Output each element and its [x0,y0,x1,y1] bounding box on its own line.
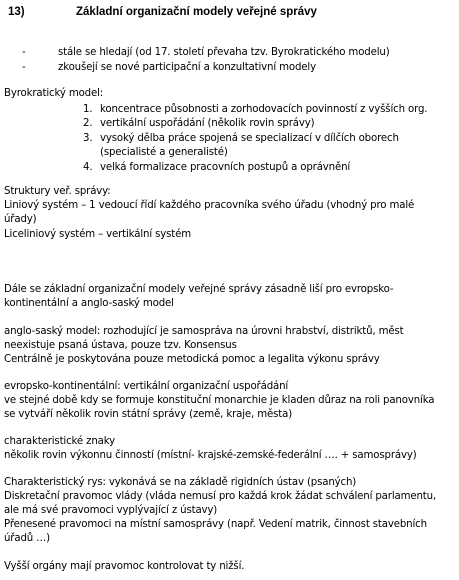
bullet-marker: - [22,62,26,73]
text-line: evropsko-kontinentální: vertikální organizační uspořádání [4,381,289,392]
text-line: úřady) [4,214,37,225]
text-line: Liniový systém – 1 vedoucí řídí každého pracovníka svého úřadu (vhodný pro malé [4,200,415,211]
section-title: Základní organizační modely veřejné správy [76,6,317,18]
text-line: charakteristické znaky [4,436,116,447]
list-item: vysoký dělba práce spojená se specializací v dílčích oborech [100,133,399,144]
list-item: velká formalizace pracovních postupů a oprávnění [100,162,351,173]
text-line: Diskretační pravomoc vlády (vláda nemusí pro každá krok žádat schválení parlamentu, [4,491,437,502]
text-line: Přenesené pravomoci na místní samosprávy (např. Vedení matrik, činnost stavebních [4,519,427,530]
text-line: anglo-saský model: rozhodující je samospráva na úrovni hrabství, distriktů, měst [4,326,404,337]
text-line: Centrálně je poskytována pouze metodická pomoc a legalita výkonu správy [4,354,380,365]
list-item-continuation: (specialisté a generalisté) [100,147,228,158]
text-line: Charakteristický rys: vykonává se na základě rigidních ústav (psaných) [4,477,357,488]
text-line: ale má své pravomoci vyplývající z ústavy) [4,505,218,516]
list-item: stále se hledají (od 17. století převaha tzv. Byrokratického modelu) [58,47,390,58]
text-line: ve stejné době kdy se formuje konstituční monarchie je kladen důraz na roli panovníka [4,395,435,406]
text-line: se vytváří několik rovin státní správy (země, kraje, města) [4,409,293,420]
text-line: kontinentální a anglo-saský model [4,298,174,309]
text-line: Vyšší orgány mají pravomoc kontrolovat ty nižší. [4,561,245,572]
text-line: úřadů …) [4,533,51,544]
section-number: 13) [8,6,25,18]
item-number: 4. [83,162,93,173]
text-line: neexistuje psaná ústava, pouze tzv. Konsensus [4,340,237,351]
bullet-marker: - [22,47,26,58]
text-line: Dále se základní organizační modely veřejné správy zásadně liší pro evropsko- [4,284,394,295]
item-number: 3. [83,133,93,144]
list-item: vertikální uspořádání (několik rovin správy) [100,118,315,129]
text-line: několik rovin výkonnu činností (místní- krajské-zemské-federální …. + samosprávy) [4,450,417,461]
byrokraticky-model-heading: Byrokratický model: [4,88,104,99]
item-number: 1. [83,104,93,115]
item-number: 2. [83,118,93,129]
text-line: Struktury veř. správy: [4,186,111,197]
list-item: koncentrace působnosti a zorhodovacích povinností z vyšších org. [100,104,428,115]
list-item: zkoušejí se nové participační a konzultativní modely [58,62,316,73]
text-line: Liceliniový systém – vertikální systém [4,229,192,240]
